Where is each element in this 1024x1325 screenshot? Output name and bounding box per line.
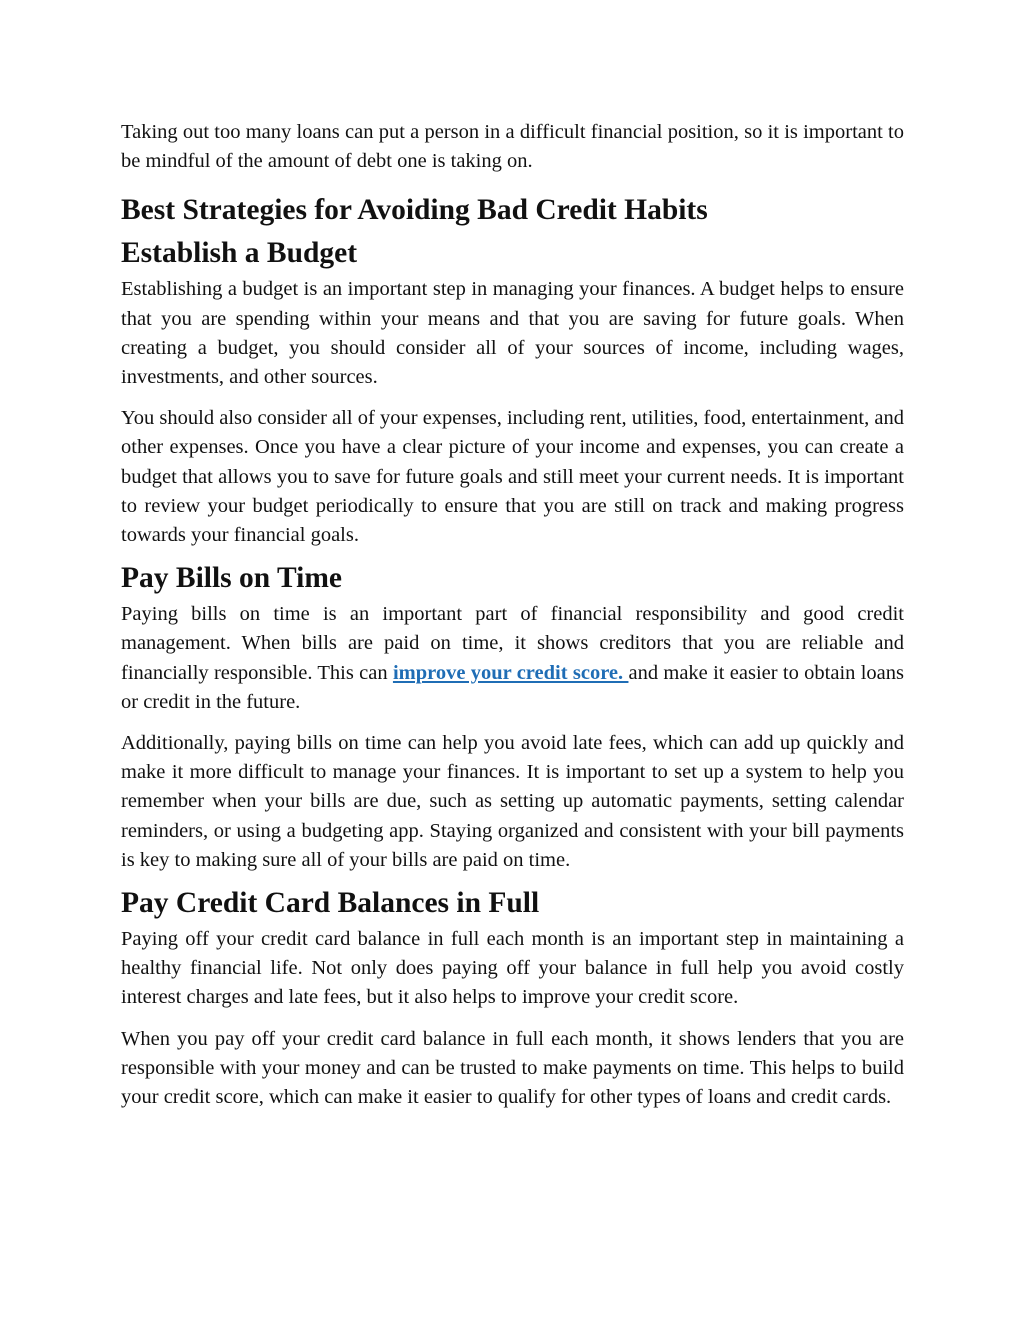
credit-card-paragraph-1: Paying off your credit card balance in full each month is an important step in maintaining a healthy financial life. Not only does paying off your balance in full help you avoid costly interest charges and late fees, but it also helps to improve your credit score. xyxy=(121,928,904,1009)
credit-card-paragraph-2: When you pay off your credit card balance in full each month, it shows lenders that you are responsible with your money and can be trusted to make payments on time. This helps to build your credit score, which can make it easier to qualify for other types of loans and credit cards. xyxy=(121,1027,904,1109)
budget-paragraph-1: Establishing a budget is an important step in managing your finances. A budget helps to ensure that you are spending within your means and that you are saving for future goals. When creating a budget, you should consider all of your sources of income, including wages, investments, and other sources. xyxy=(121,278,904,389)
improve-credit-score-link[interactable]: improve your credit score. xyxy=(392,661,629,684)
budget-paragraph-2: You should also consider all of your expenses, including rent, utilities, food, entertainment, and other expenses. Once you have a clear picture of your income and expenses, you can create a budget that allows you to save for future goals and still meet your current needs. It is important to review your budget periodically to ensure that you are still on track and making progress towards your financial goals. xyxy=(121,407,904,547)
bills-paragraph-1-end: and make it easier to obtain loans or credit in the future. xyxy=(121,661,904,713)
bills-paragraph-2: Additionally, paying bills on time can help you avoid late fees, which can add up quickly and make it more difficult to manage your finances. It is important to set up a system to help you remember when your bills are due, such as setting up automatic payments, setting calendar reminders, or using a budgeting app. Staying organized and consistent with your bill payments is key to making sure all of your bills are paid on time. xyxy=(121,732,904,871)
bills-paragraph-1 xyxy=(121,600,904,717)
section-heading-budget: Establish a Budget xyxy=(121,237,358,270)
bills-paragraph-1-start: Paying bills on time is an important part of financial responsibility and good credit management. When bills are paid on time, it shows creditors that you are reliable and financially responsible. This can xyxy=(121,603,904,684)
main-heading: Best Strategies for Avoiding Bad Credit Habits xyxy=(121,194,708,227)
document-page xyxy=(121,118,904,1112)
section-heading-credit-card: Pay Credit Card Balances in Full xyxy=(121,887,540,920)
section-heading-bills: Pay Bills on Time xyxy=(121,562,343,595)
intro-paragraph: Taking out too many loans can put a person in a difficult financial position, so it is important to be mindful of the amount of debt one is taking on. xyxy=(121,121,904,173)
